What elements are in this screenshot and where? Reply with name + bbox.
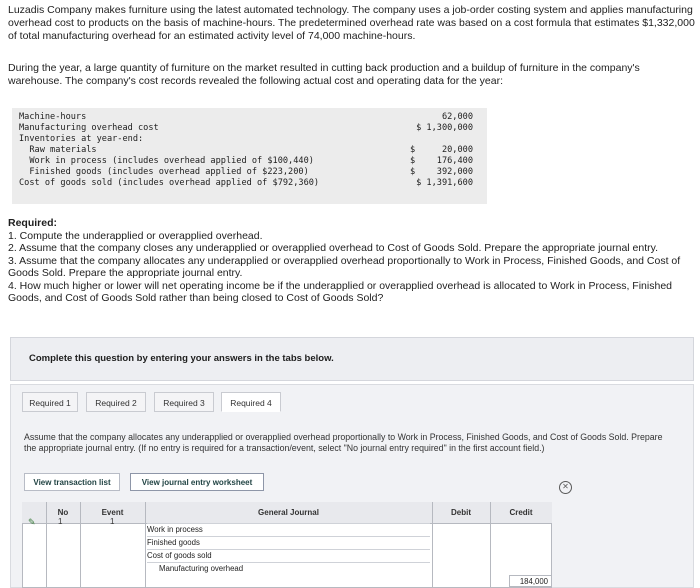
view-journal-worksheet-button[interactable]: View journal entry worksheet: [130, 473, 264, 491]
row-no: 1: [58, 517, 63, 526]
complete-instruction: Complete this question by entering your answers in the tabs below.: [29, 353, 334, 364]
pencil-icon[interactable]: ✎: [28, 517, 36, 527]
journal-account-2[interactable]: Finished goods: [147, 536, 430, 549]
data-row-label: Work in process (includes overhead applied of $100,440): [19, 156, 314, 166]
data-row-label: Inventories at year-end:: [19, 134, 144, 144]
header-credit: Credit: [509, 508, 533, 517]
header-debit: Debit: [451, 508, 471, 517]
problem-context: During the year, a large quantity of furniture on the market resulted in cutting back production and a buildup of furniture in the company's warehouse. The company's cost records revealed the following actual cost and operating data for the year:: [8, 62, 640, 87]
journal-account-4[interactable]: Manufacturing overhead: [147, 562, 430, 574]
data-row: [12, 156, 487, 167]
data-row-value: $ 1,300,000: [416, 123, 473, 133]
close-circle-icon[interactable]: ✕: [559, 481, 572, 494]
data-row-label: Cost of goods sold (includes overhead applied of $792,360): [19, 178, 320, 188]
data-row-label: Machine-hours: [19, 112, 87, 122]
data-row-label: Finished goods (includes overhead applied of $223,200): [19, 167, 309, 177]
required-item-3: 3. Assume that the company allocates any underapplied or overapplied overhead proportionally to Work in Process, Finished Goods, and Cost of Goods Sold. Prepare the appropriate journal entry.: [8, 254, 681, 279]
data-row-value: 62,000: [441, 112, 473, 122]
data-row-currency: $: [410, 145, 416, 155]
tab-required-2[interactable]: Required 2: [86, 392, 146, 412]
data-row: [12, 123, 487, 134]
complete-instruction-box: [10, 337, 694, 381]
header-event: Event: [101, 508, 124, 517]
header-no: No: [57, 508, 69, 517]
data-row: [12, 167, 487, 178]
tab-required-3[interactable]: Required 3: [154, 392, 214, 412]
row-event: 1: [110, 517, 115, 526]
view-transaction-list-button[interactable]: View transaction list: [24, 473, 120, 491]
data-row: [12, 178, 487, 189]
journal-account-3[interactable]: Cost of goods sold: [147, 549, 430, 562]
required-item-4: 4. How much higher or lower will net operating income be if the underapplied or overapplied overhead is allocated to Work in Process, Finished Goods, and Cost of Goods Sold rather than being closed to Cost of Goods Sold?: [8, 279, 672, 304]
tab-required-1[interactable]: Required 1: [22, 392, 78, 412]
tab-required-4[interactable]: Required 4: [221, 392, 281, 412]
data-row-value: 20,000: [441, 145, 473, 155]
required-item-2: 2. Assume that the company closes any underapplied or overapplied overhead to Cost of Goods Sold. Prepare the appropriate journal entry.: [8, 242, 659, 254]
data-row-label: Raw materials: [19, 145, 97, 155]
required-heading: Required:: [8, 217, 58, 229]
data-row: [12, 112, 487, 123]
required-item-1: 1. Compute the underapplied or overapplied overhead.: [8, 229, 263, 242]
data-row-label: Manufacturing overhead cost: [19, 123, 159, 133]
data-row-value: 176,400: [436, 156, 473, 166]
data-row: [12, 145, 487, 156]
header-general-journal: General Journal: [258, 508, 319, 517]
data-row: [12, 134, 487, 145]
cost-data-table: [12, 108, 487, 204]
journal-account-1[interactable]: Work in process: [147, 523, 430, 536]
data-row-value: $ 1,391,600: [416, 178, 473, 188]
required-section: [8, 217, 696, 305]
data-row-currency: $: [410, 167, 416, 177]
problem-intro: Luzadis Company makes furniture using the latest automated technology. The company uses a job-order costing system and applies manufacturing overhead cost to products on the basis of machine-hours. The predetermined overhead rate was based on a cost formula that estimates $1,332,000 of total manufacturing overhead for an estimated activity level of 74,000 machine-hours.: [8, 4, 695, 42]
credit-amount-field[interactable]: 184,000: [509, 575, 552, 587]
data-row-value: 392,000: [436, 167, 473, 177]
tab-instruction: Assume that the company allocates any underapplied or overapplied overhead proportionally to Work in Process, Finished Goods, and Cost of Goods Sold. Prepare the appropriate journal entry. (If no entry is required for a transaction/event, select "No journal entry required" in the first account field.): [24, 432, 663, 453]
data-row-currency: $: [410, 156, 416, 166]
